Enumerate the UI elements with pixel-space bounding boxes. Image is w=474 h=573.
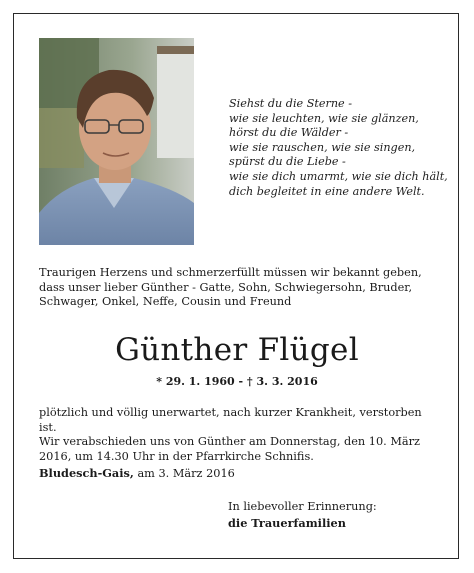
service-info: Wir verabschieden uns von Günther am Donnerstag, den 10. März 2016, um 14.30 Uhr in der Pfarrkirche Schnifis. (39, 435, 421, 463)
death-statement: plötzlich und völlig unerwartet, nach kurzer Krankheit, verstorben ist. (39, 406, 422, 434)
life-dates: * 29. 1. 1960 - † 3. 3. 2016 (156, 375, 318, 388)
closing-block (228, 498, 377, 532)
deceased-name: Günther Flügel (115, 332, 359, 368)
portrait-image (39, 38, 194, 245)
poem-line: hörst du die Wälder - (229, 126, 349, 140)
poem-line: spürst du die Liebe - (229, 155, 346, 169)
signature: die Trauerfamilien (228, 516, 346, 530)
poem-line: wie sie leuchten, wie sie glänzen, (229, 111, 419, 125)
closing-line: In liebevoller Erinnerung: (228, 500, 377, 513)
place-name: Bludesch-Gais, (39, 466, 134, 480)
place-and-date (39, 466, 235, 480)
poem (229, 97, 448, 199)
announcement-text: Traurigen Herzens und schmerzerfüllt müssen wir bekannt geben, dass unser lieber Günther - Gatte, Sohn, Schwiegersohn, Bruder, Schwager, Onkel, Neffe, Cousin und Freund (39, 266, 422, 309)
poem-line: wie sie dich umarmt, wie sie dich hält, (229, 169, 448, 183)
poem-line: dich begleitet in eine andere Welt. (229, 184, 425, 198)
poem-line: Siehst du die Sterne - (229, 97, 352, 110)
poem-line: wie sie rauschen, wie sie singen, (229, 140, 416, 154)
funeral-details (39, 406, 439, 464)
notice-date: am 3. März 2016 (137, 467, 235, 480)
portrait-photo (39, 38, 194, 245)
